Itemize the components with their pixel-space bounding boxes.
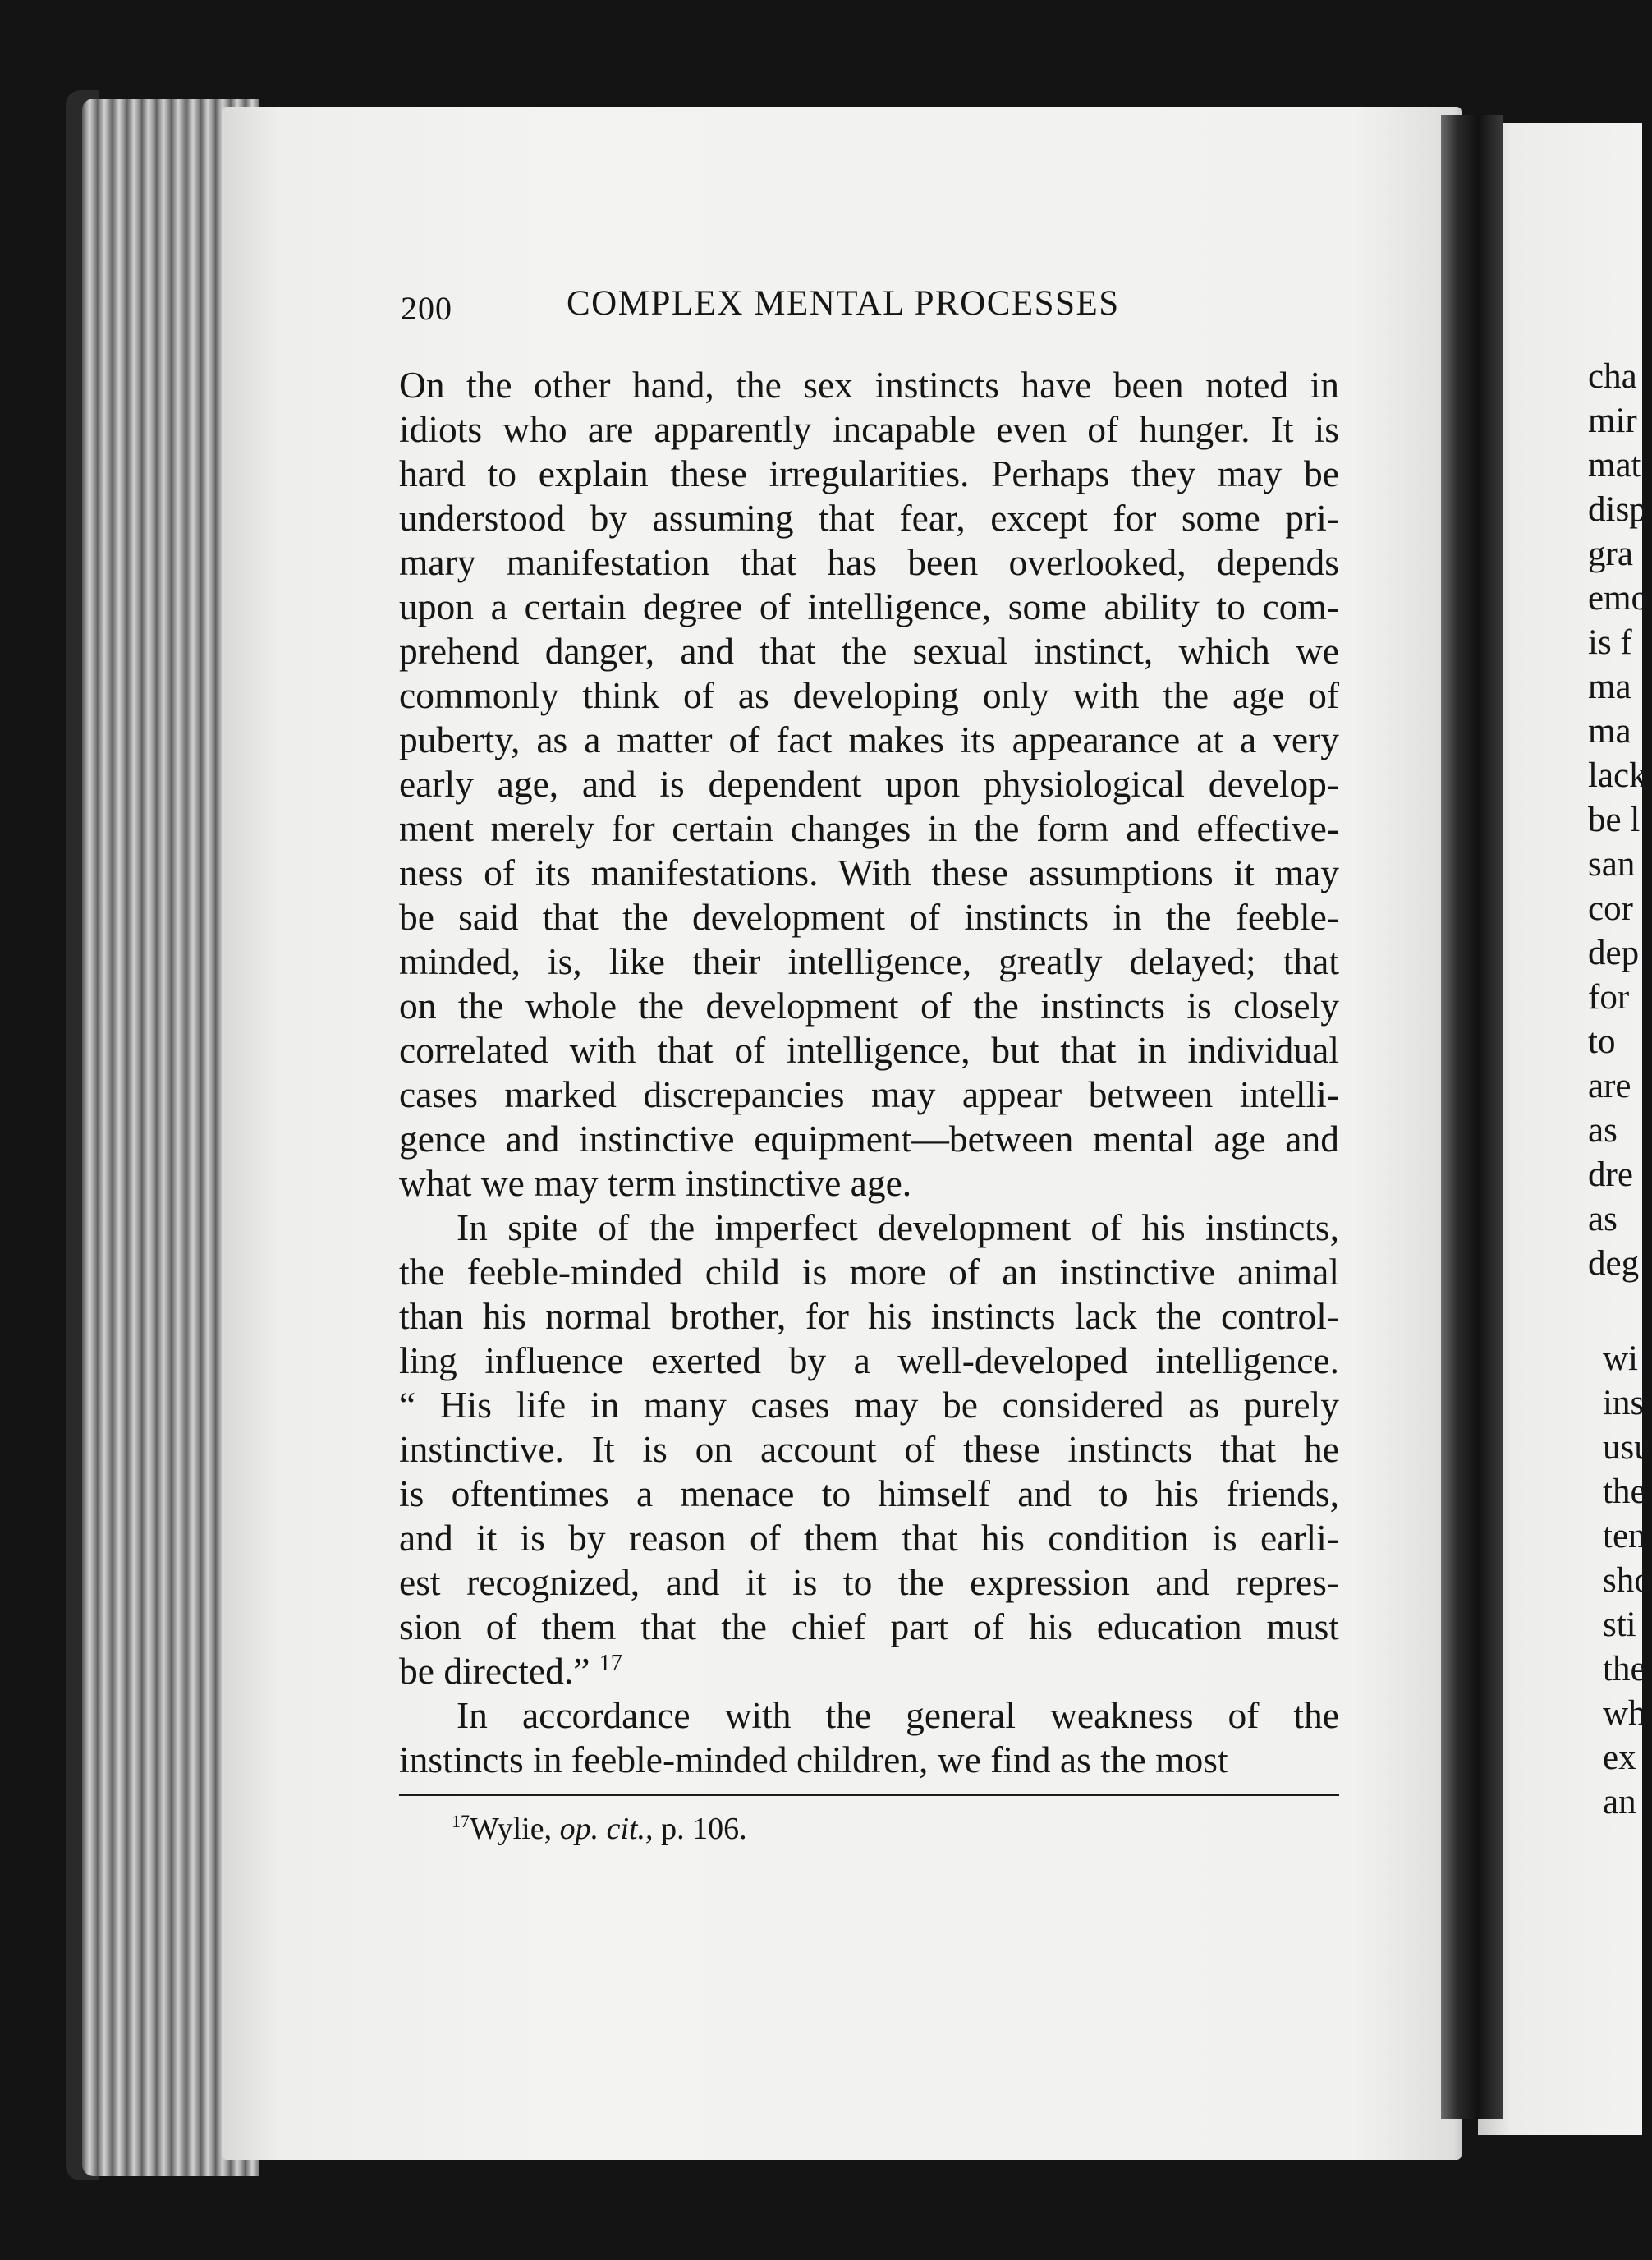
text-line: In spite of the imperfect development of his instincts, — [457, 1206, 1339, 1248]
text-line: instincts in feeble-minded children, we find as the most — [399, 1739, 1228, 1780]
text-line: instinctive. It is on account of these instincts that he — [399, 1428, 1339, 1470]
text-line: idiots who are apparently incapable even of hunger. It is — [399, 408, 1339, 450]
facing-page-fragment: dre — [1588, 1155, 1633, 1194]
text-line: on the whole the development of the instincts is closely — [399, 985, 1339, 1027]
facing-page-fragment: the — [1603, 1650, 1646, 1688]
facing-page-fragment: the — [1603, 1472, 1646, 1511]
footnote — [399, 1803, 1339, 1848]
text-line: prehend danger, and that the sexual instinct, which we — [399, 630, 1339, 672]
text-line: and it is by reason of them that his condition is earli- — [399, 1517, 1339, 1559]
paragraph — [399, 363, 1339, 1206]
text-line: mary manifestation that has been overlooked, depends — [399, 541, 1339, 583]
facing-page-fragment: for — [1588, 978, 1630, 1017]
facing-page-fragment: san — [1588, 845, 1636, 884]
facing-page-text — [1588, 355, 1652, 1866]
text-line: In accordance with the general weakness of the — [457, 1694, 1339, 1736]
running-head — [399, 279, 1339, 328]
facing-page-fragment: ins — [1603, 1384, 1645, 1422]
facing-page-fragment: are — [1588, 1067, 1631, 1105]
text-line: ness of its manifestations. With these assumptions it may — [399, 852, 1339, 893]
footnote-ref: op. cit., — [559, 1812, 654, 1846]
facing-page-fragment: deg — [1588, 1244, 1640, 1283]
facing-page-fragment: is f — [1588, 623, 1632, 662]
facing-page-fragment: to — [1588, 1022, 1616, 1061]
body-text — [399, 363, 1339, 1782]
facing-page-fragment: wh — [1603, 1694, 1646, 1733]
text-line: understood by assuming that fear, except for some pri- — [399, 497, 1339, 539]
facing-page-fragment: disp — [1588, 490, 1647, 529]
paragraph — [399, 1693, 1339, 1782]
facing-page-fragment: ten — [1603, 1517, 1646, 1555]
facing-page-fragment: mat — [1588, 446, 1641, 485]
text-line: ling influence exerted by a well-developed intelligence. — [399, 1339, 1339, 1381]
facing-page-fragment: mir — [1588, 402, 1637, 440]
text-line: puberty, as a matter of fact makes its appearance at a very — [399, 719, 1339, 760]
facing-page-fragment: ex — [1603, 1739, 1636, 1777]
facing-page-fragment: as — [1588, 1111, 1618, 1150]
text-line: minded, is, like their intelligence, greatly delayed; that — [399, 940, 1339, 982]
page-number: 200 — [401, 290, 452, 327]
facing-page-fragment: sti — [1603, 1605, 1636, 1644]
facing-page-fragment: usu — [1603, 1428, 1652, 1467]
facing-page-fragment: sho — [1603, 1561, 1652, 1600]
text-line: be said that the development of instincts in the feeble- — [399, 896, 1339, 938]
text-line: On the other hand, the sex instincts have been noted in — [399, 364, 1339, 406]
text-line: upon a certain degree of intelligence, some ability to com- — [399, 586, 1339, 627]
facing-page-fragment: emo — [1588, 579, 1650, 618]
text-line: is oftentimes a menace to himself and to his friends, — [399, 1472, 1339, 1514]
footnote-author: Wylie, — [470, 1812, 553, 1846]
book-gutter — [1441, 115, 1503, 2119]
footnote-page: p. 106. — [661, 1812, 747, 1846]
text-line: sion of them that the chief part of his education must — [399, 1605, 1339, 1647]
facing-page-fragment: dep — [1588, 934, 1640, 972]
facing-page-fragment: cha — [1588, 357, 1637, 396]
text-line: correlated with that of intelligence, but that in individual — [399, 1029, 1339, 1071]
facing-page-fragment: wi — [1603, 1339, 1638, 1378]
text-line: est recognized, and it is to the expression and repres- — [399, 1561, 1339, 1603]
facing-page-fragment: cor — [1588, 889, 1633, 928]
footnote-rule — [399, 1794, 1339, 1796]
facing-page-fragment: be l — [1588, 801, 1641, 839]
text-line: early age, and is dependent upon physiological develop- — [399, 763, 1339, 805]
footnote-reference: 17 — [599, 1651, 622, 1676]
page-content — [399, 279, 1339, 1848]
facing-page-fragment: as — [1588, 1200, 1618, 1238]
text-line: the feeble-minded child is more of an instinctive animal — [399, 1251, 1339, 1293]
text-line: ment merely for certain changes in the form and effective- — [399, 807, 1339, 849]
facing-page-fragment: gra — [1588, 535, 1633, 573]
text-line: what we may term instinctive age. — [399, 1162, 912, 1204]
facing-page-fragment: ma — [1588, 712, 1631, 751]
text-line: than his normal brother, for his instincts lack the control- — [399, 1295, 1339, 1337]
paragraph — [399, 1206, 1339, 1693]
facing-page-fragment: ma — [1588, 668, 1631, 706]
text-line: hard to explain these irregularities. Perhaps they may be — [399, 452, 1339, 494]
text-line: cases marked discrepancies may appear between intelli- — [399, 1073, 1339, 1115]
footnote-mark: 17 — [452, 1811, 470, 1831]
text-line: commonly think of as developing only with the age of — [399, 674, 1339, 716]
text-line: gence and instinctive equipment—between mental age and — [399, 1118, 1339, 1160]
text-line: be directed.” $^{17}$ — [399, 1650, 622, 1692]
facing-page-fragment: an — [1603, 1783, 1636, 1821]
text-line: “ His life in many cases may be considered as purely — [399, 1384, 1339, 1426]
running-head-title: COMPLEX MENTAL PROCESSES — [567, 284, 1120, 323]
facing-page-fragment: lack — [1588, 756, 1647, 795]
